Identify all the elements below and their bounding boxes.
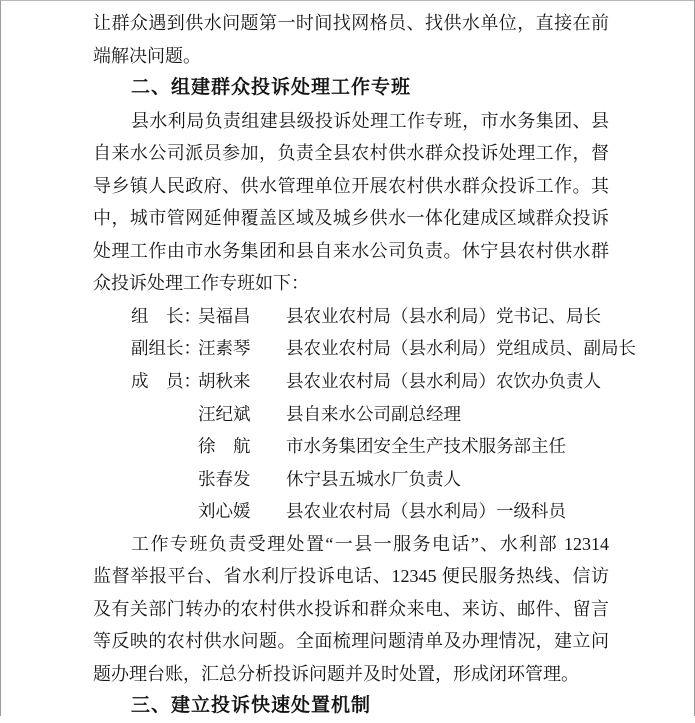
body-line: 众投诉处理工作专班如下： [93, 273, 309, 294]
roster-row [93, 463, 609, 496]
roster-row [93, 495, 609, 528]
roster-name: 刘心媛 [198, 501, 251, 522]
section-heading: 三、建立投诉快速处置机制 [131, 695, 372, 717]
roster-role: 组 长： [131, 305, 201, 326]
section-heading: 二、组建群众投诉处理工作专班 [131, 77, 412, 99]
roster-title: 县自来水公司副总经理 [286, 403, 461, 424]
roster-row [93, 365, 609, 398]
body-line: 县水利局负责组建县级投诉处理工作专班，市水务集团、县 [131, 110, 609, 131]
roster-title: 县农业农村局（县水利局）党组成员、副局长 [286, 338, 636, 359]
roster-role [131, 463, 198, 496]
roster-row [93, 332, 636, 365]
roster-row [93, 430, 609, 463]
body-line: 端解决问题。 [93, 45, 201, 66]
roster-name: 徐 航 [198, 436, 251, 457]
roster-role [131, 398, 198, 431]
body-line: 及有关部门转办的农村供水投诉和群众来电、来访、邮件、留言 [93, 598, 609, 619]
roster-name: 吴福昌 [198, 305, 251, 326]
body-line: 处理工作由市水务集团和县自来水公司负责。休宁县农村供水群 [93, 240, 609, 261]
roster-role [131, 495, 198, 528]
body-line: 中，城市管网延伸覆盖区域及城乡供水一体化建成区域群众投诉 [93, 208, 609, 229]
roster-name: 张春发 [198, 468, 251, 489]
roster-role [131, 430, 198, 463]
roster-title: 市水务集团安全生产技术服务部主任 [286, 436, 566, 457]
body-line: 工作专班负责受理处置“一县一服务电话”、水利部 12314 [131, 533, 609, 554]
roster-title: 县农业农村局（县水利局）农饮办负责人 [286, 371, 601, 392]
roster-name: 汪素琴 [198, 338, 251, 359]
roster-name: 胡秋来 [198, 371, 251, 392]
body-line: 等反映的农村供水问题。全面梳理问题清单及办理情况，建立问 [93, 631, 609, 652]
roster-role: 副组长： [131, 338, 201, 359]
roster-row [93, 300, 609, 333]
body-line: 导乡镇人民政府、供水管理单位开展农村供水群众投诉工作。其 [93, 175, 609, 196]
body-line: 题办理台账，汇总分析投诉问题并及时处置，形成闭环管理。 [93, 663, 579, 684]
body-line: 让群众遇到供水问题第一时间找网格员、找供水单位，直接在前 [93, 13, 609, 33]
roster-title: 休宁县五城水厂负责人 [286, 468, 461, 489]
roster-title: 县农业农村局（县水利局）一级科员 [286, 501, 566, 522]
body-line: 监督举报平台、省水利厅投诉电话、12345 便民服务热线、信访 [93, 566, 609, 587]
document-content [93, 7, 636, 723]
roster-title: 县农业农村局（县水利局）党书记、局长 [286, 305, 601, 326]
body-line: 自来水公司派员参加，负责全县农村供水群众投诉处理工作，督 [93, 143, 609, 164]
roster-role: 成 员： [131, 371, 201, 392]
roster-row [93, 398, 609, 431]
roster-name: 汪纪斌 [198, 403, 251, 424]
